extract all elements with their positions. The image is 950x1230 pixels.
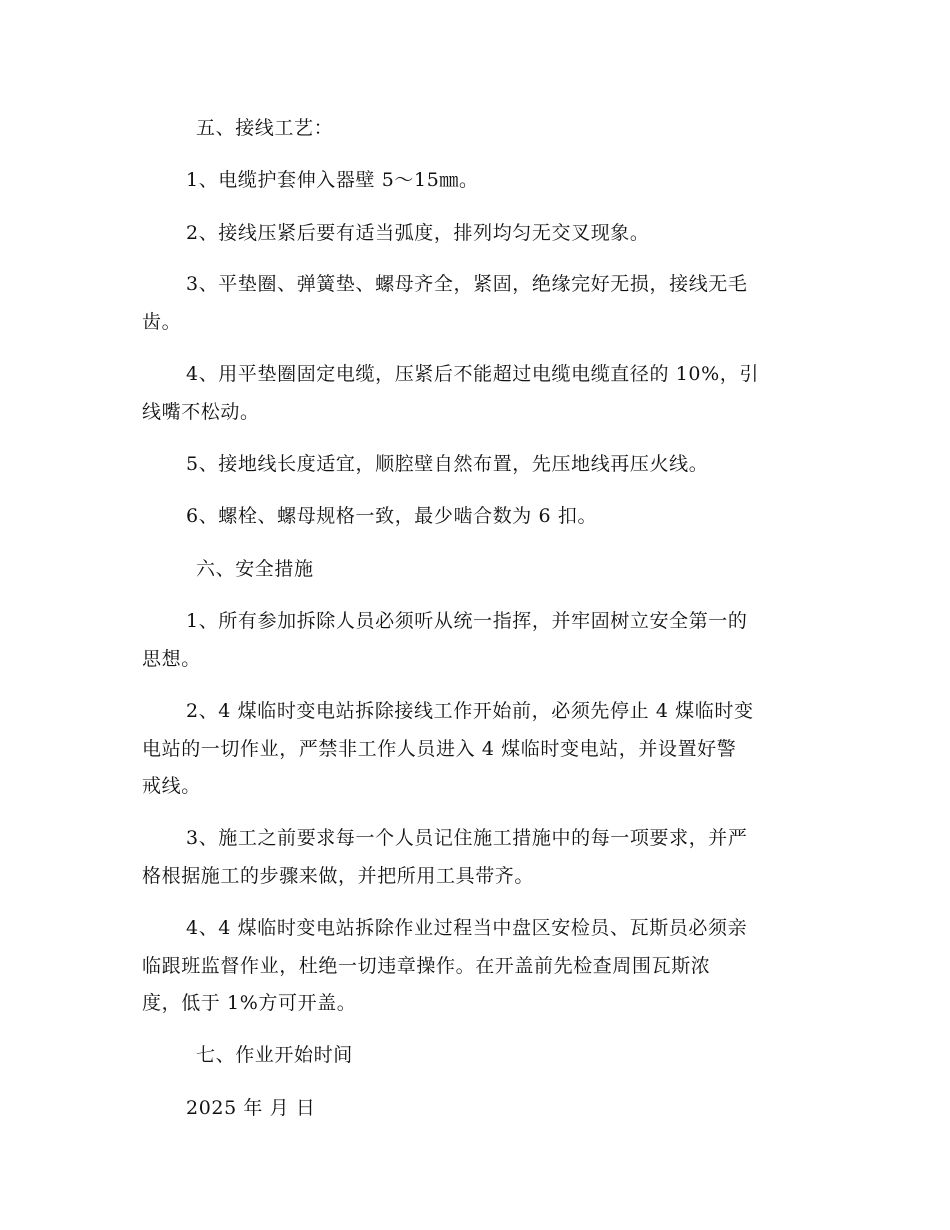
- section-heading-safety: 六、安全措施: [196, 558, 314, 580]
- wiring-item-3: 3、平垫圈、弹簧垫、螺母齐全，紧固，绝缘完好无损，接线无毛: [186, 273, 748, 295]
- wiring-item-4-cont: 线嘴不松动。: [142, 401, 260, 423]
- start-date: 2025 年 月 日: [186, 1097, 316, 1119]
- wiring-item-2: 2、接线压紧后要有适当弧度，排列均匀无交叉现象。: [186, 222, 650, 244]
- wiring-item-6: 6、螺栓、螺母规格一致，最少啮合数为 6 扣。: [186, 505, 598, 527]
- safety-item-4-cont-1: 临跟班监督作业，杜绝一切违章操作。在开盖前先检查周围瓦斯浓: [142, 955, 711, 977]
- safety-item-4-cont-2: 度，低于 1%方可开盖。: [142, 992, 357, 1014]
- safety-item-4: 4、4 煤临时变电站拆除作业过程当中盘区安检员、瓦斯员必须亲: [186, 917, 748, 939]
- section-heading-wiring: 五、接线工艺：: [196, 117, 334, 139]
- wiring-item-4: 4、用平垫圈固定电缆，压紧后不能超过电缆电缆直径的 10%，引: [186, 363, 759, 385]
- wiring-item-1: 1、电缆护套伸入器壁 5～15㎜。: [186, 169, 479, 191]
- safety-item-3: 3、施工之前要求每一个人员记住施工措施中的每一项要求，并严: [186, 827, 748, 849]
- safety-item-1-cont: 思想。: [142, 648, 201, 670]
- safety-item-2: 2、4 煤临时变电站拆除接线工作开始前，必须先停止 4 煤临时变: [186, 700, 754, 722]
- wiring-item-5: 5、接地线长度适宜，顺腔壁自然布置，先压地线再压火线。: [186, 453, 709, 475]
- safety-item-3-cont: 格根据施工的步骤来做，并把所用工具带齐。: [142, 865, 535, 887]
- safety-item-1: 1、所有参加拆除人员必须听从统一指挥，并牢固树立安全第一的: [186, 610, 748, 632]
- wiring-item-3-cont: 齿。: [142, 311, 182, 333]
- section-heading-start-time: 七、作业开始时间: [196, 1044, 353, 1066]
- safety-item-2-cont-1: 电站的一切作业，严禁非工作人员进入 4 煤临时变电站，并设置好警: [142, 738, 737, 760]
- safety-item-2-cont-2: 戒线。: [142, 775, 201, 797]
